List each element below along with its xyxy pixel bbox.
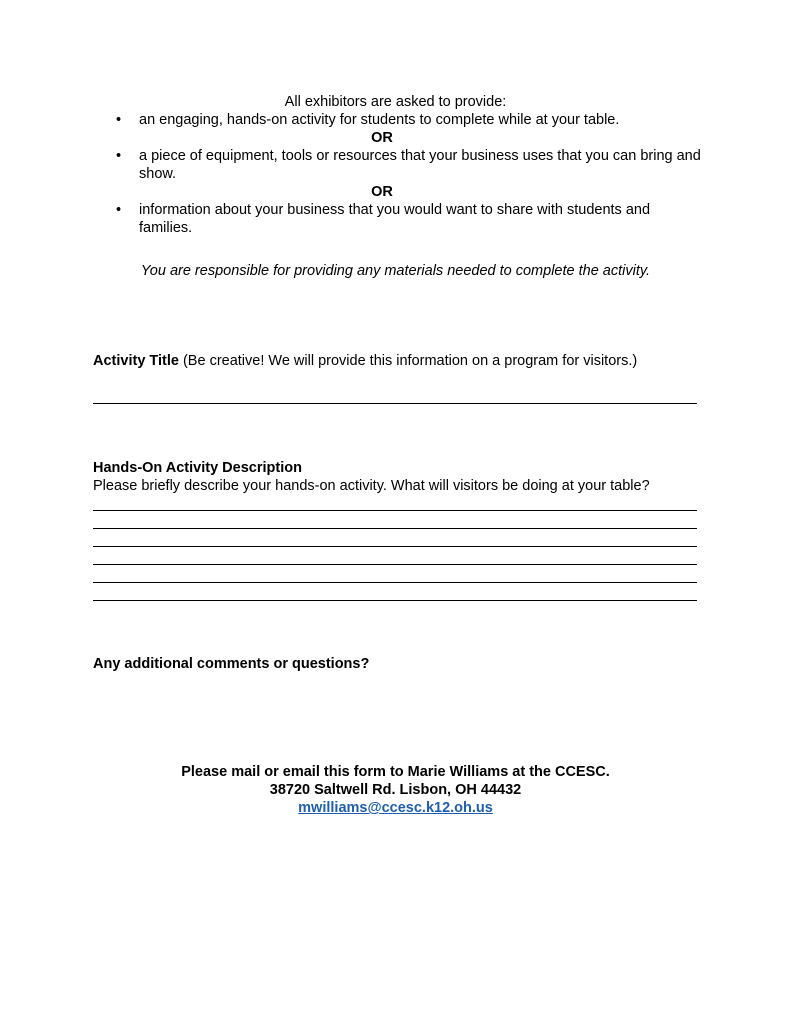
footer-contact	[0, 763, 791, 817]
description-field-line[interactable]	[93, 582, 697, 583]
intro-text: All exhibitors are asked to provide:	[284, 94, 507, 110]
description-field-line[interactable]	[93, 600, 697, 601]
comments-label: Any additional comments or questions?	[93, 656, 370, 672]
activity-title-field[interactable]	[93, 403, 697, 404]
description-prompt: Please briefly describe your hands-on activity. What will visitors be doing at your table?	[93, 478, 650, 494]
description-field-line[interactable]	[93, 528, 697, 529]
options-list	[93, 111, 703, 237]
responsibility-note: You are responsible for providing any materials needed to complete the activity.	[140, 263, 651, 279]
bullet-icon: •	[116, 148, 122, 164]
bullet-icon: •	[116, 202, 122, 218]
description-field-line[interactable]	[93, 510, 697, 511]
mailing-address: 38720 Saltwell Rd. Lisbon, OH 44432	[269, 782, 522, 798]
list-item	[93, 147, 703, 183]
description-heading: Hands-On Activity Description	[93, 460, 302, 476]
description-field-line[interactable]	[93, 546, 697, 547]
mail-instruction: Please mail or email this form to Marie Williams at the CCESC.	[181, 764, 610, 780]
option-text: information about your business that you would want to share with students and families.	[139, 202, 651, 236]
activity-title-hint: (Be creative! We will provide this information on a program for visitors.)	[178, 353, 638, 369]
list-item	[93, 111, 703, 129]
description-field-line[interactable]	[93, 564, 697, 565]
activity-title-heading: Activity Title	[93, 353, 179, 369]
bullet-icon: •	[116, 112, 122, 128]
or-divider: OR	[371, 130, 393, 146]
list-item	[93, 201, 703, 237]
activity-title-label	[93, 352, 713, 370]
option-text: a piece of equipment, tools or resources that your business uses that you can bring and show.	[139, 148, 701, 182]
or-divider: OR	[371, 184, 393, 200]
email-link[interactable]: mwilliams@ccesc.k12.oh.us	[298, 800, 493, 816]
option-text: an engaging, hands-on activity for students to complete while at your table.	[139, 112, 620, 128]
